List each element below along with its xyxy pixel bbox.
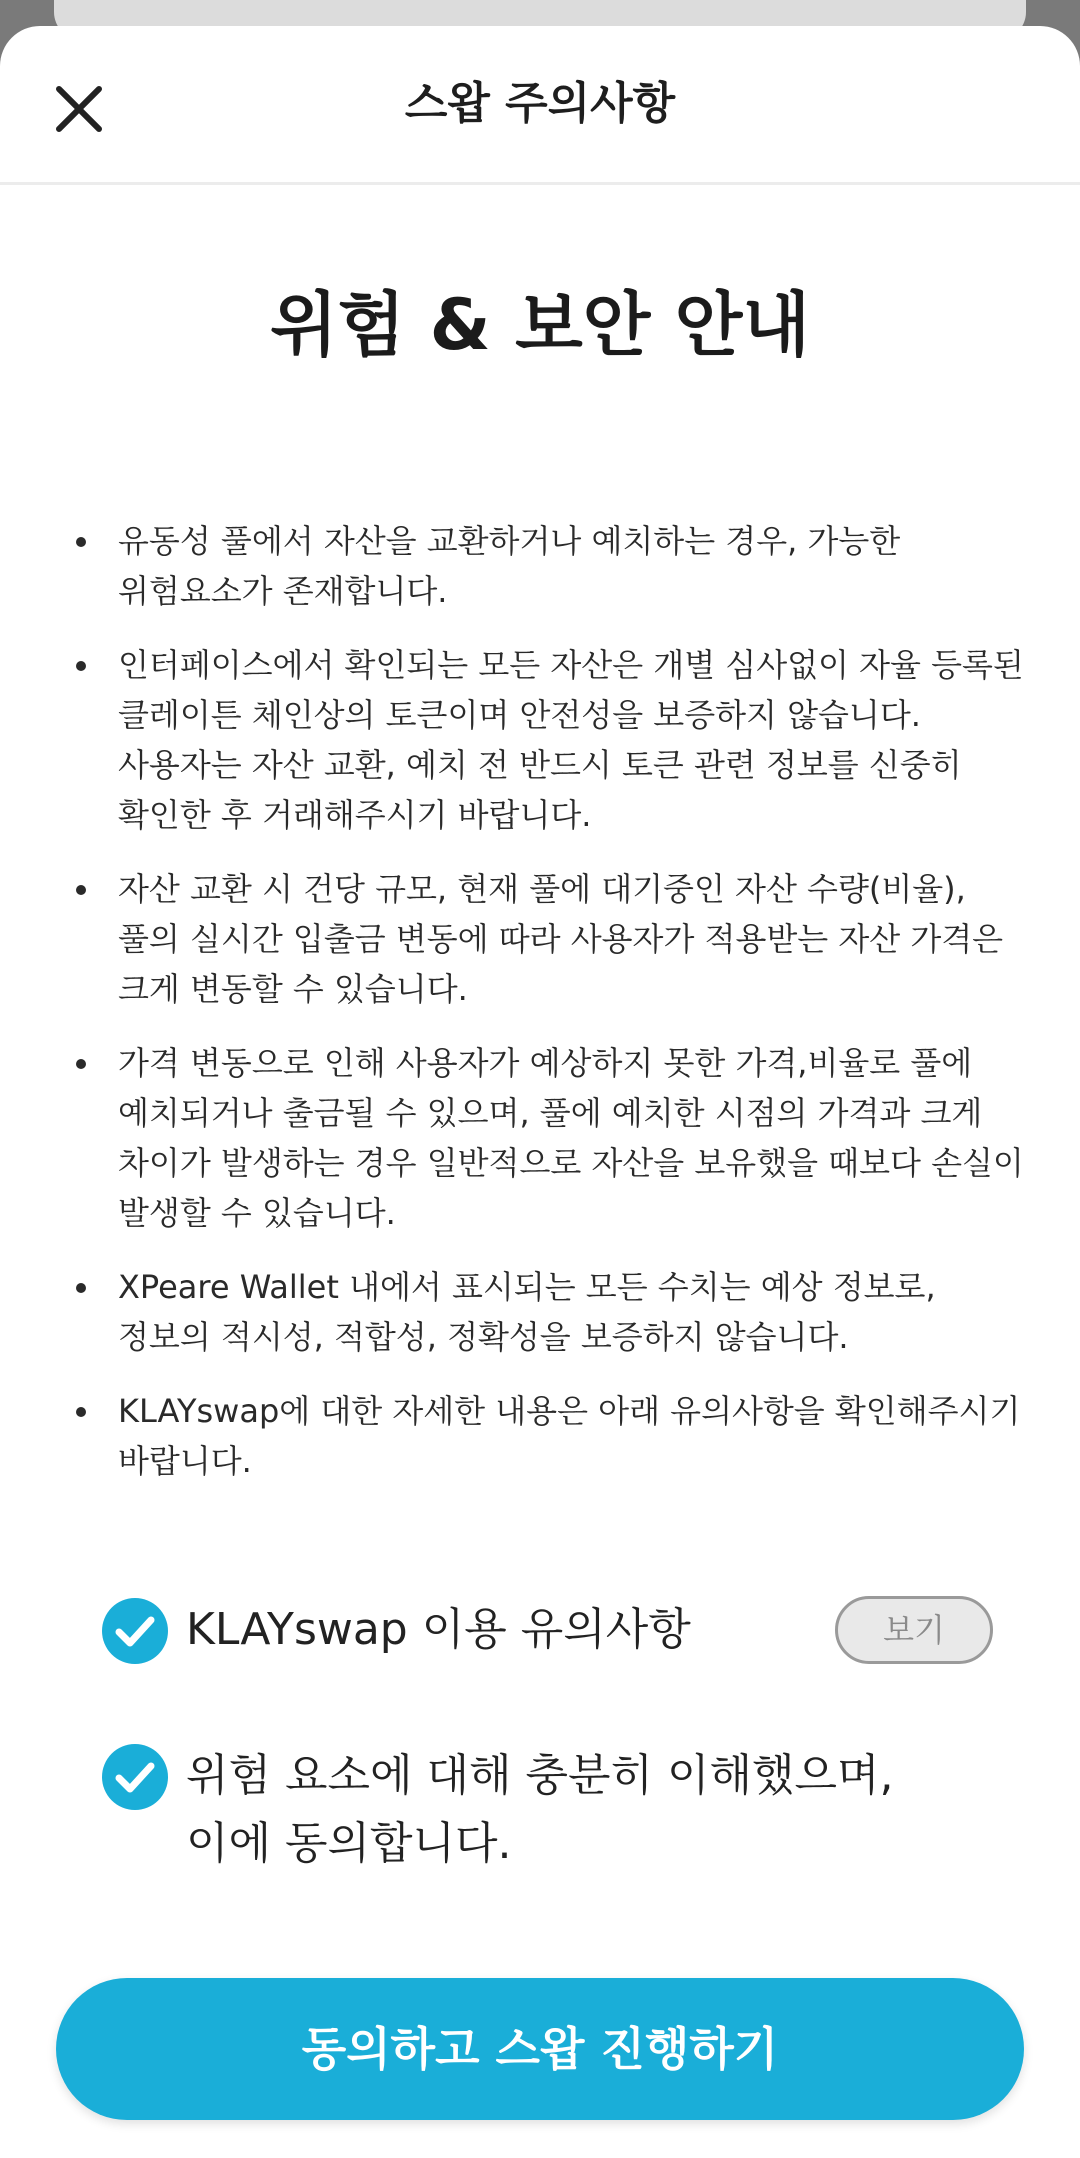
- terms-label: KLAYswap 이용 유의사항: [186, 1604, 691, 1655]
- agree-label: 위험 요소에 대해 충분히 이해했으며, 이에 동의합니다.: [186, 1750, 894, 1869]
- notice-item: [74, 516, 1024, 616]
- agree-checkbox[interactable]: [102, 1744, 168, 1810]
- notice-item: [74, 1038, 1024, 1238]
- view-terms-button[interactable]: 보기: [835, 1596, 993, 1664]
- notice-item: [74, 1262, 1024, 1362]
- bullet-icon: [76, 1059, 86, 1069]
- notice-item: [74, 864, 1024, 1014]
- notice-text: 인터페이스에서 확인되는 모든 자산은 개별 심사없이 자율 등록된 클레이튼 체인상의 토큰이며 안전성을 보증하지 않습니다. 사용자는 자산 교환, 예치 전 반드시 토큰 관련 정보를 신중히 확인한 후 거래해주시기 바랍니다.: [118, 646, 1024, 834]
- page-title: 스왑 주의사항: [404, 78, 676, 129]
- sheet-header: [0, 26, 1080, 185]
- terms-checkbox[interactable]: [102, 1598, 168, 1664]
- notice-item: [74, 640, 1024, 840]
- notice-text: KLAYswap에 대한 자세한 내용은 아래 유의사항을 확인해주시기 바랍니다.: [118, 1392, 1021, 1480]
- notice-item: [74, 1386, 1024, 1486]
- notice-text: 유동성 풀에서 자산을 교환하거나 예치하는 경우, 가능한 위험요소가 존재합니다.: [118, 522, 901, 610]
- risk-security-title: 위험 & 보안 안내: [270, 284, 810, 366]
- notice-text: XPeare Wallet 내에서 표시되는 모든 수치는 예상 정보로, 정보의 적시성, 적합성, 정확성을 보증하지 않습니다.: [118, 1268, 936, 1356]
- check-circle-icon: [102, 1744, 168, 1810]
- notice-text: 가격 변동으로 인해 사용자가 예상하지 못한 가격,비율로 풀에 예치되거나 출금될 수 있으며, 풀에 예치한 시점의 가격과 크게 차이가 발생하는 경우 일반적으로 자산을 보유했을 때보다 손실이 발생할 수 있습니다.: [118, 1044, 1024, 1232]
- bullet-icon: [76, 537, 86, 547]
- notice-list: [74, 516, 1024, 1510]
- agree-and-swap-button[interactable]: 동의하고 스왑 진행하기: [56, 1978, 1024, 2120]
- bullet-icon: [76, 1283, 86, 1293]
- bullet-icon: [76, 1407, 86, 1417]
- check-circle-icon: [102, 1598, 168, 1664]
- bullet-icon: [76, 885, 86, 895]
- bottom-sheet: [0, 26, 1080, 2158]
- notice-text: 자산 교환 시 건당 규모, 현재 풀에 대기중인 자산 수량(비율), 풀의 실시간 입출금 변동에 따라 사용자가 적용받는 자산 가격은 크게 변동할 수 있습니다.: [118, 870, 1004, 1008]
- bullet-icon: [76, 661, 86, 671]
